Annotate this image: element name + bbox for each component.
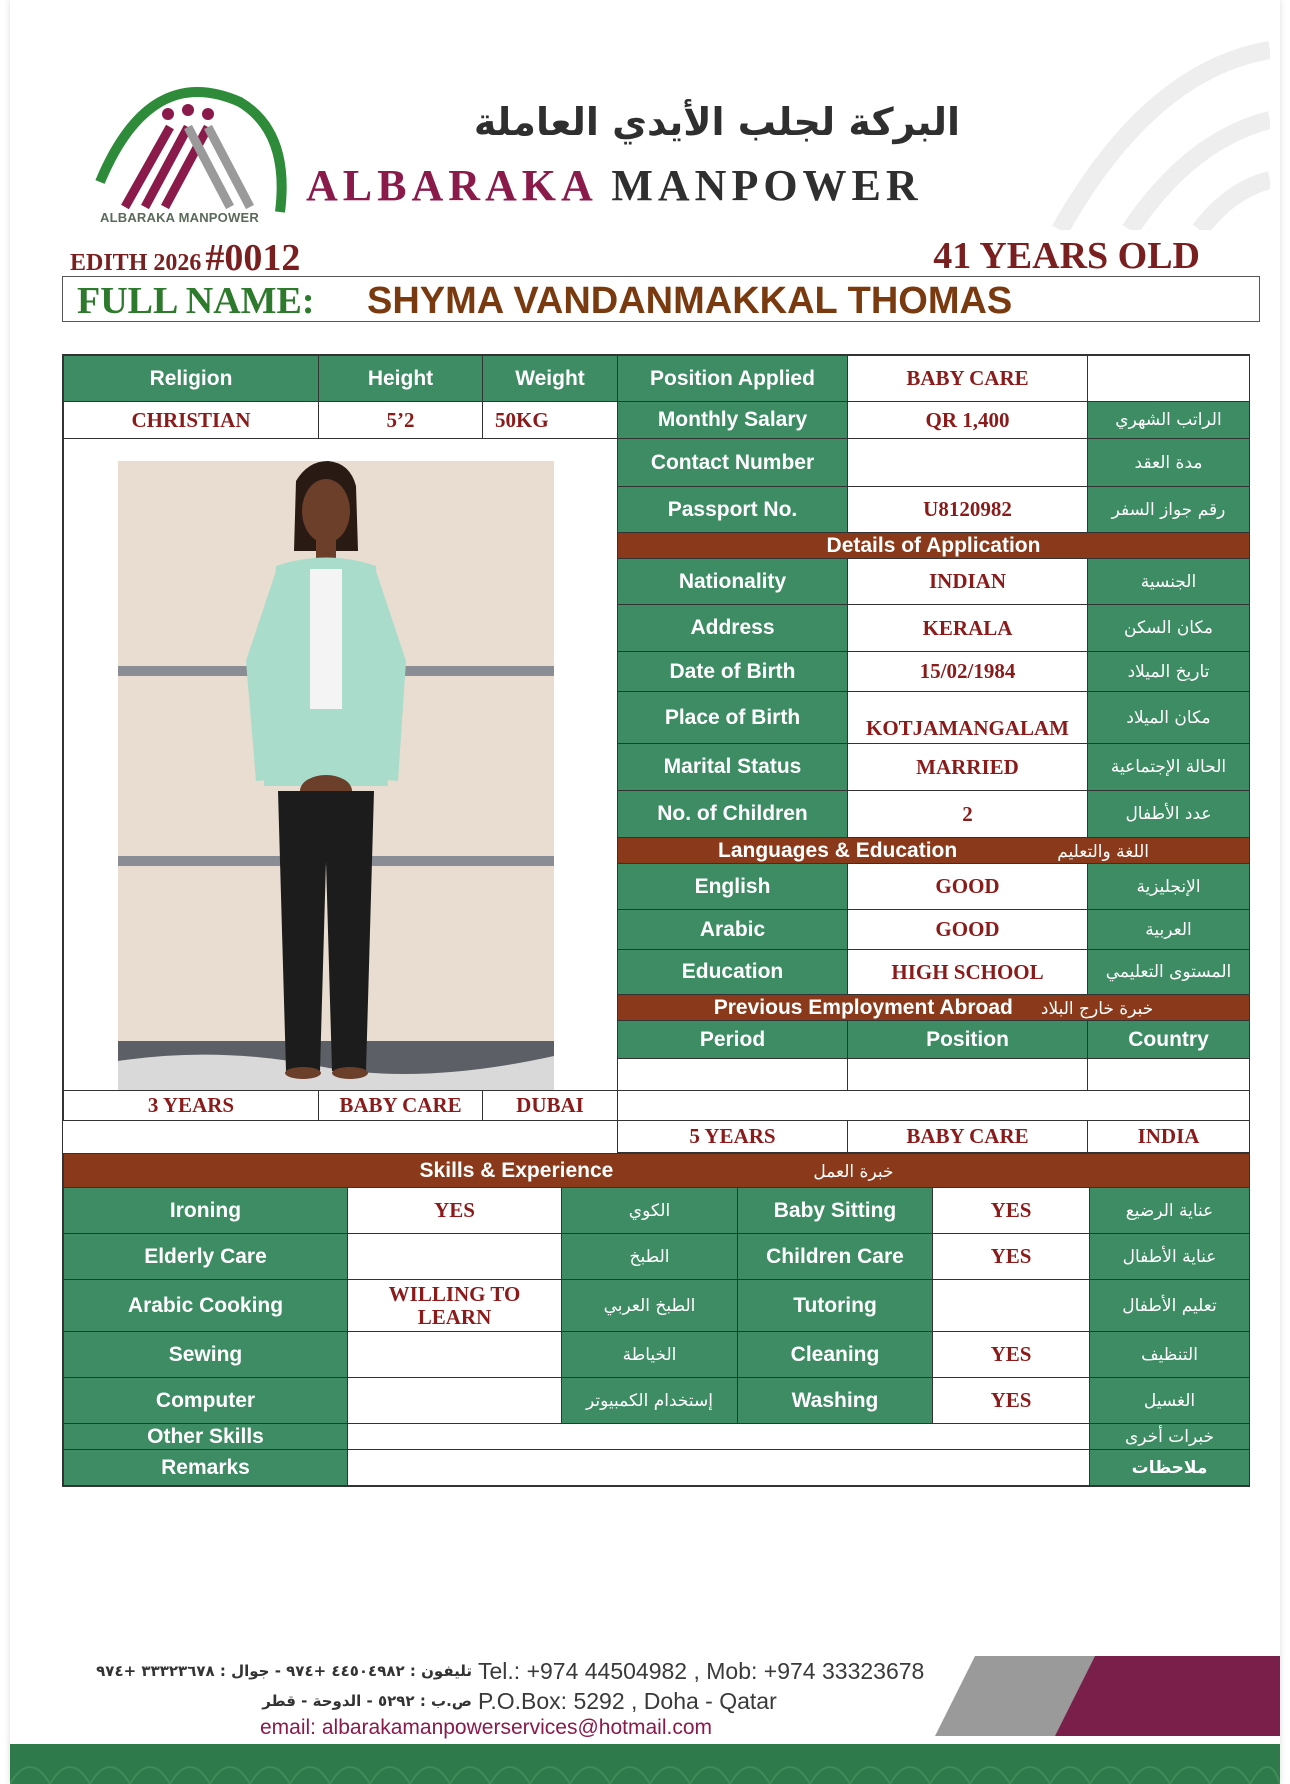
footer-pobox-arabic: ص.ب : ٥٢٩٢ - الدوحة - قطر [262, 1692, 472, 1710]
age-label: 41 YEARS OLD [933, 235, 1200, 277]
education-label: Education [618, 950, 848, 995]
dob-ar: تاريخ الميلاد [1088, 652, 1250, 692]
arabic-cooking-ar: الطبخ العربي [562, 1280, 738, 1332]
brand-name-second: MANPOWER [611, 161, 923, 210]
computer-ar: إستخدام الكمبيوتر [562, 1378, 738, 1424]
children-label: No. of Children [618, 791, 848, 838]
tutoring-ar: تعليم الأطفال [1090, 1280, 1250, 1332]
arabic-cooking-label: Arabic Cooking [64, 1280, 348, 1332]
employment-row-1-period [618, 1059, 848, 1091]
washing-label: Washing [738, 1378, 933, 1424]
contact-number-ar: مدة العقد [1088, 439, 1250, 487]
education-ar: المستوى التعليمي [1088, 950, 1250, 995]
children-ar: عدد الأطفال [1088, 791, 1250, 838]
address-ar: مكان السكن [1088, 605, 1250, 652]
arabic-value: GOOD [848, 910, 1088, 950]
edition-label: EDITH 2026 [70, 250, 202, 276]
marital-status-label: Marital Status [618, 744, 848, 791]
employment-row-2-period: 3 YEARS [64, 1091, 319, 1121]
footer-email: email: albarakamanpowerservices@hotmail.com [260, 1716, 712, 1739]
footer-phone-arabic: تليفون : ٤٤٥٠٤٩٨٢ +٩٧٤ - جوال : ٣٣٣٢٣٦٧٨ +٩٧٤ [96, 1662, 472, 1680]
address-label: Address [618, 605, 848, 652]
skills-heading-ar: خبرة العمل [813, 1161, 894, 1182]
dob-value: 15/02/1984 [848, 652, 1088, 692]
baby-sitting-ar: عناية الرضيع [1090, 1188, 1250, 1234]
employment-row-1-position [848, 1059, 1088, 1091]
monthly-salary-label: Monthly Salary [618, 402, 848, 439]
children-care-ar: عناية الأطفال [1090, 1234, 1250, 1280]
ironing-label: Ironing [64, 1188, 348, 1234]
remarks-value [348, 1450, 1090, 1486]
employment-row-3-position: BABY CARE [848, 1121, 1088, 1153]
footer-pobox: P.O.Box: 5292 , Doha - Qatar [478, 1688, 777, 1714]
arabic-cooking-value: WILLING TO LEARN [348, 1280, 562, 1332]
footer-phone: Tel.: +974 44504982 , Mob: +974 33323678 [478, 1658, 925, 1684]
nationality-value: INDIAN [848, 559, 1088, 605]
employment-heading-en: Previous Employment Abroad [713, 995, 1013, 1019]
place-of-birth-ar: مكان الميلاد [1088, 692, 1250, 744]
weight-header: Weight [483, 356, 618, 402]
cleaning-value: YES [933, 1332, 1090, 1378]
edition-id [70, 236, 300, 280]
marital-status-ar: الحالة الإجتماعية [1088, 744, 1250, 791]
employment-row-2-position: BABY CARE [319, 1091, 483, 1121]
computer-value [348, 1378, 562, 1424]
ironing-value: YES [348, 1188, 562, 1234]
place-of-birth-value: KOTJAMANGALAM [848, 692, 1088, 744]
sewing-label: Sewing [64, 1332, 348, 1378]
address-value: KERALA [848, 605, 1088, 652]
baby-sitting-label: Baby Sitting [738, 1188, 933, 1234]
religion-header: Religion [64, 356, 319, 402]
skills-table [63, 1153, 1250, 1486]
brand-english-name [306, 160, 923, 211]
full-name-label: FULL NAME: [77, 280, 315, 322]
photo-cell [64, 439, 618, 1091]
cleaning-ar: التنظيف [1090, 1332, 1250, 1378]
computer-label: Computer [64, 1378, 348, 1424]
brand-arabic-name: البركة لجلب الأيدي العاملة [473, 100, 960, 144]
place-of-birth-label: Place of Birth [618, 692, 848, 744]
children-care-value: YES [933, 1234, 1090, 1280]
photo-bottom-spacer [64, 1121, 618, 1153]
edition-number: #0012 [205, 237, 301, 279]
dob-label: Date of Birth [618, 652, 848, 692]
other-skills-value [348, 1424, 1090, 1450]
elderly-care-ar: الطبخ [562, 1234, 738, 1280]
height-header: Height [319, 356, 483, 402]
skills-heading-en: Skills & Experience [419, 1158, 614, 1182]
passport-ar: رقم جواز السفر [1088, 487, 1250, 533]
height-value: 5’2 [319, 402, 483, 439]
employment-heading [618, 995, 1250, 1021]
other-skills-label: Other Skills [64, 1424, 348, 1450]
nationality-ar: الجنسية [1088, 559, 1250, 605]
children-care-label: Children Care [738, 1234, 933, 1280]
monthly-salary-ar: الراتب الشهري [1088, 402, 1250, 439]
english-value: GOOD [848, 864, 1088, 910]
employment-row-2-country: DUBAI [483, 1091, 618, 1121]
remarks-label: Remarks [64, 1450, 348, 1486]
position-applied-label: Position Applied [618, 356, 848, 402]
remarks-ar: ملاحظات [1090, 1450, 1250, 1486]
logo-caption: ALBARAKA MANPOWER [100, 210, 259, 225]
washing-ar: الغسيل [1090, 1378, 1250, 1424]
employment-row-3-period: 5 YEARS [618, 1121, 848, 1153]
contact-number-label: Contact Number [618, 439, 848, 487]
top-info-table [63, 355, 1250, 1153]
position-column-header: Position [848, 1021, 1088, 1059]
employment-heading-ar: خبرة خارج البلاد [1040, 998, 1154, 1019]
monthly-salary-value: QR 1,400 [848, 402, 1088, 439]
position-applied-ar [1088, 356, 1250, 402]
english-label: English [618, 864, 848, 910]
arabic-label: Arabic [618, 910, 848, 950]
education-value: HIGH SCHOOL [848, 950, 1088, 995]
skills-heading [64, 1154, 1250, 1188]
religion-value: CHRISTIAN [64, 402, 319, 439]
applicant-photo [118, 461, 554, 1091]
contact-number-value [848, 439, 1088, 487]
position-applied-value: BABY CARE [848, 356, 1088, 402]
languages-heading-en: Languages & Education [718, 838, 958, 862]
elderly-care-label: Elderly Care [64, 1234, 348, 1280]
full-name-value: SHYMA VANDANMAKKAL THOMAS [367, 280, 1013, 322]
baby-sitting-value: YES [933, 1188, 1090, 1234]
tutoring-label: Tutoring [738, 1280, 933, 1332]
washing-value: YES [933, 1378, 1090, 1424]
languages-heading [618, 838, 1250, 864]
albaraka-logo-icon [90, 72, 290, 232]
sewing-value [348, 1332, 562, 1378]
other-skills-ar: خبرات أخرى [1090, 1424, 1250, 1450]
cv-page [10, 0, 1280, 1784]
cleaning-label: Cleaning [738, 1332, 933, 1378]
employment-row-1-country [1088, 1059, 1250, 1091]
country-column-header: Country [1088, 1021, 1250, 1059]
weight-value: 50KG [483, 402, 618, 439]
passport-label: Passport No. [618, 487, 848, 533]
passport-value: U8120982 [848, 487, 1088, 533]
details-heading: Details of Application [618, 533, 1250, 559]
tutoring-value [933, 1280, 1090, 1332]
elderly-care-value [348, 1234, 562, 1280]
sewing-ar: الخياطة [562, 1332, 738, 1378]
brand-name-first: ALBARAKA [306, 161, 596, 210]
period-column-header: Period [618, 1021, 848, 1059]
arabic-ar: العربية [1088, 910, 1250, 950]
ironing-ar: الكوي [562, 1188, 738, 1234]
application-sheet [62, 354, 1250, 1487]
employment-row-3-country: INDIA [1088, 1121, 1250, 1153]
nationality-label: Nationality [618, 559, 848, 605]
english-ar: الإنجليزية [1088, 864, 1250, 910]
languages-heading-ar: اللغة والتعليم [1057, 841, 1149, 862]
children-value: 2 [848, 791, 1088, 838]
marital-status-value: MARRIED [848, 744, 1088, 791]
decorative-arch-pattern [1020, 30, 1270, 230]
full-name-box [62, 276, 1260, 322]
